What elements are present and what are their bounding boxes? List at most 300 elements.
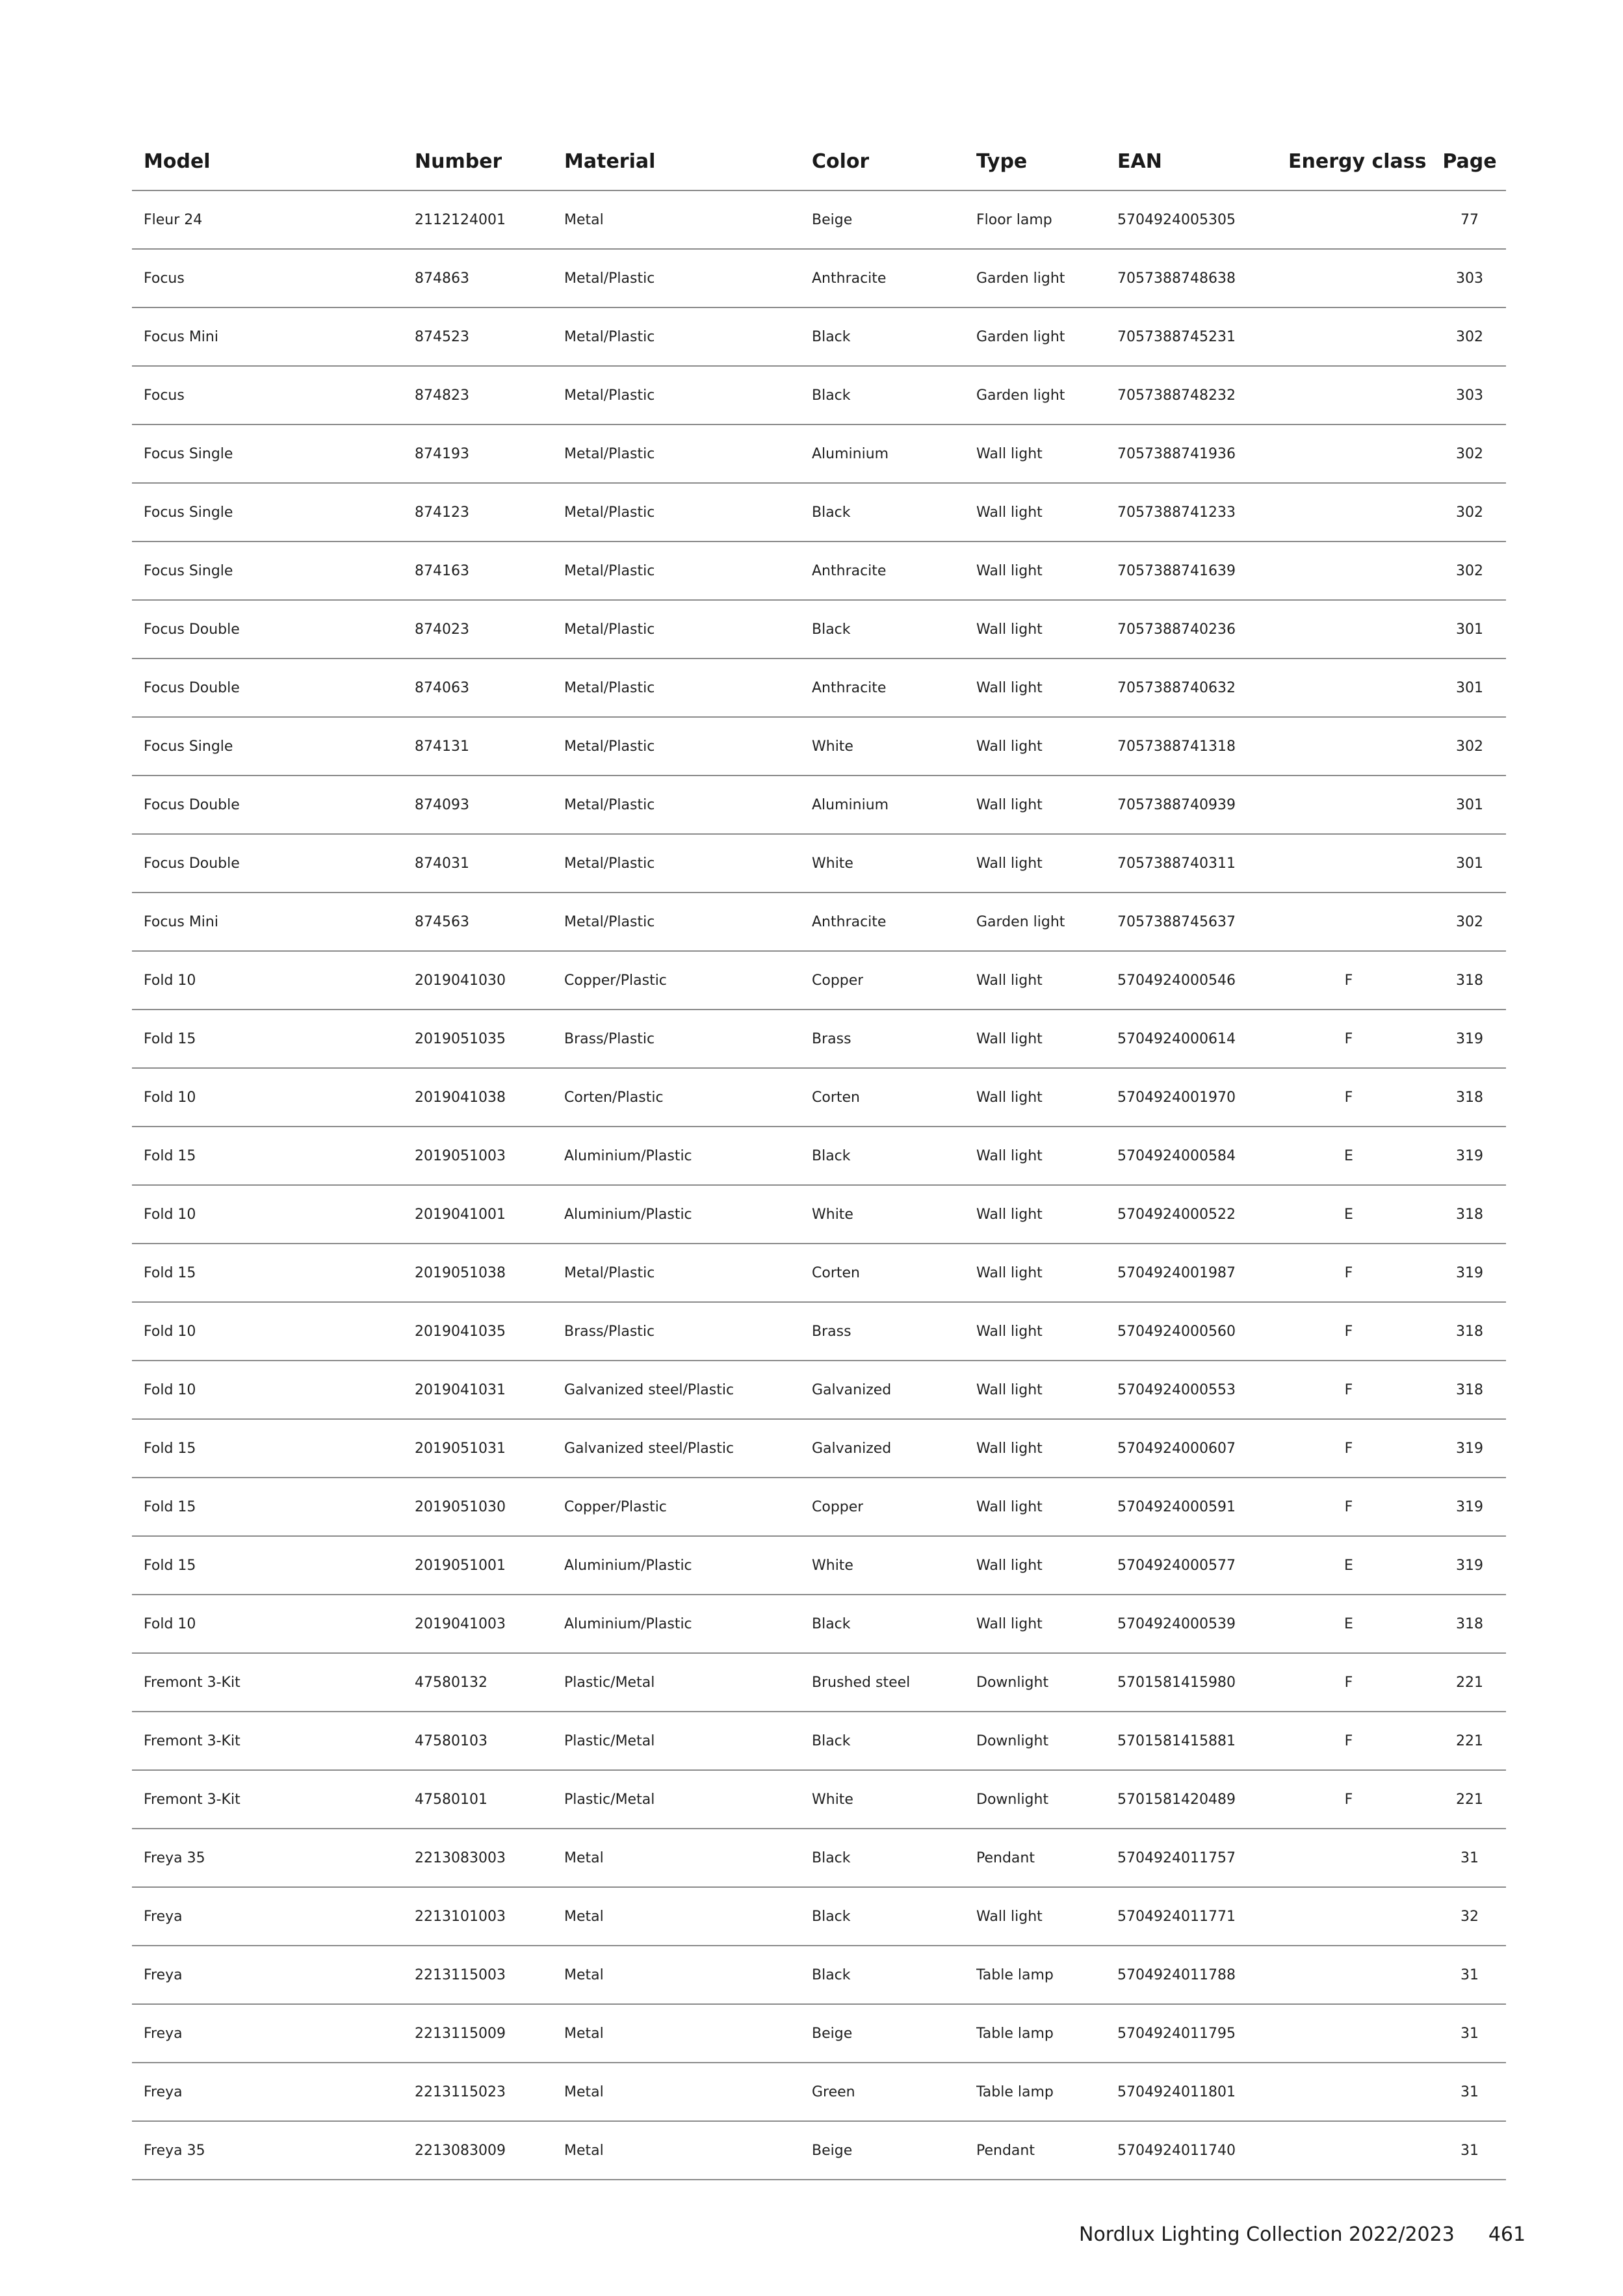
cell-color: Brushed steel xyxy=(812,1674,911,1691)
cell-number: 874523 xyxy=(415,328,469,345)
cell-type: Downlight xyxy=(976,1791,1049,1808)
cell-ean: 5704924011771 xyxy=(1117,1908,1236,1925)
cell-type: Floor lamp xyxy=(976,211,1052,228)
cell-energy-class: E xyxy=(1344,1206,1353,1223)
cell-ean: 5704924000539 xyxy=(1117,1615,1236,1632)
cell-material: Metal/Plastic xyxy=(564,738,655,755)
cell-material: Metal/Plastic xyxy=(564,1264,655,1281)
cell-model: Focus Single xyxy=(144,504,233,521)
cell-model: Fold 10 xyxy=(144,1206,196,1223)
table-row xyxy=(132,1244,1506,1303)
cell-model: Focus Single xyxy=(144,445,233,462)
cell-model: Focus Double xyxy=(144,855,240,872)
cell-energy-class: F xyxy=(1344,1440,1353,1457)
table-row xyxy=(132,893,1506,952)
cell-material: Metal xyxy=(564,1966,604,1983)
cell-ean: 5704924000546 xyxy=(1117,972,1236,989)
table-row xyxy=(132,1069,1506,1127)
cell-ean: 7057388741318 xyxy=(1117,738,1236,755)
cell-color: White xyxy=(812,1206,853,1223)
cell-model: Freya 35 xyxy=(144,1849,205,1866)
cell-ean: 5704924000553 xyxy=(1117,1381,1236,1398)
cell-type: Wall light xyxy=(976,972,1043,989)
cell-model: Focus Mini xyxy=(144,328,218,345)
table-row xyxy=(132,542,1506,601)
cell-color: Corten xyxy=(812,1264,860,1281)
cell-ean: 5704924011788 xyxy=(1117,1966,1236,1983)
cell-energy-class: F xyxy=(1344,1498,1353,1515)
cell-type: Garden light xyxy=(976,913,1065,930)
cell-number: 2213115023 xyxy=(415,2083,506,2100)
cell-ean: 5704924001987 xyxy=(1117,1264,1236,1281)
cell-color: White xyxy=(812,1791,853,1808)
cell-ean: 5701581420489 xyxy=(1117,1791,1236,1808)
cell-number: 874023 xyxy=(415,621,469,638)
cell-number: 2213083009 xyxy=(415,2142,506,2159)
cell-model: Fremont 3-Kit xyxy=(144,1791,240,1808)
cell-type: Downlight xyxy=(976,1732,1049,1749)
cell-number: 874863 xyxy=(415,270,469,287)
cell-color: Black xyxy=(812,1732,851,1749)
table-row xyxy=(132,718,1506,776)
cell-number: 2213083003 xyxy=(415,1849,506,1866)
cell-type: Wall light xyxy=(976,1498,1043,1515)
cell-color: Aluminium xyxy=(812,796,889,813)
cell-page: 302 xyxy=(1456,562,1483,579)
cell-color: White xyxy=(812,1557,853,1574)
cell-model: Fold 10 xyxy=(144,1089,196,1106)
cell-color: Black xyxy=(812,1908,851,1925)
header-number: Number xyxy=(415,150,502,173)
cell-ean: 5704924001970 xyxy=(1117,1089,1236,1106)
cell-type: Garden light xyxy=(976,270,1065,287)
cell-page: 301 xyxy=(1456,796,1483,813)
page-footer xyxy=(1079,2223,1526,2246)
cell-number: 2213115003 xyxy=(415,1966,506,1983)
cell-ean: 5704924000591 xyxy=(1117,1498,1236,1515)
cell-page: 318 xyxy=(1456,1206,1483,1223)
cell-ean: 5704924000614 xyxy=(1117,1030,1236,1047)
cell-color: Aluminium xyxy=(812,445,889,462)
cell-page: 302 xyxy=(1456,504,1483,521)
cell-page: 302 xyxy=(1456,328,1483,345)
table-row xyxy=(132,1303,1506,1361)
cell-type: Wall light xyxy=(976,855,1043,872)
cell-material: Metal/Plastic xyxy=(564,270,655,287)
cell-model: Focus xyxy=(144,270,185,287)
cell-color: Copper xyxy=(812,972,864,989)
cell-number: 2019051003 xyxy=(415,1147,506,1164)
cell-type: Garden light xyxy=(976,387,1065,404)
table-row xyxy=(132,1186,1506,1244)
cell-page: 319 xyxy=(1456,1147,1483,1164)
cell-color: Black xyxy=(812,1147,851,1164)
cell-page: 319 xyxy=(1456,1030,1483,1047)
table-row xyxy=(132,952,1506,1010)
cell-material: Aluminium/Plastic xyxy=(564,1147,692,1164)
cell-material: Metal xyxy=(564,211,604,228)
header-color: Color xyxy=(812,150,870,173)
table-row xyxy=(132,1127,1506,1186)
table-row xyxy=(132,2063,1506,2122)
table-row xyxy=(132,1771,1506,1829)
product-table xyxy=(132,133,1506,2180)
cell-model: Focus Double xyxy=(144,679,240,696)
cell-page: 31 xyxy=(1461,2142,1479,2159)
cell-page: 31 xyxy=(1461,1849,1479,1866)
cell-type: Wall light xyxy=(976,1264,1043,1281)
cell-model: Focus xyxy=(144,387,185,404)
cell-number: 2019051035 xyxy=(415,1030,506,1047)
cell-material: Aluminium/Plastic xyxy=(564,1206,692,1223)
table-row xyxy=(132,776,1506,835)
cell-ean: 7057388740236 xyxy=(1117,621,1236,638)
cell-model: Fold 10 xyxy=(144,1381,196,1398)
cell-page: 302 xyxy=(1456,445,1483,462)
cell-ean: 7057388741233 xyxy=(1117,504,1236,521)
cell-number: 874031 xyxy=(415,855,469,872)
cell-page: 301 xyxy=(1456,855,1483,872)
cell-energy-class: F xyxy=(1344,1732,1353,1749)
cell-ean: 7057388745637 xyxy=(1117,913,1236,930)
cell-ean: 5701581415980 xyxy=(1117,1674,1236,1691)
cell-page: 318 xyxy=(1456,1381,1483,1398)
table-row xyxy=(132,1361,1506,1420)
cell-model: Fold 10 xyxy=(144,1323,196,1340)
cell-page: 301 xyxy=(1456,679,1483,696)
cell-material: Metal/Plastic xyxy=(564,562,655,579)
cell-energy-class: E xyxy=(1344,1557,1353,1574)
cell-color: Anthracite xyxy=(812,562,887,579)
cell-page: 303 xyxy=(1456,387,1483,404)
table-row xyxy=(132,1946,1506,2005)
cell-color: Corten xyxy=(812,1089,860,1106)
cell-model: Freya xyxy=(144,2083,183,2100)
cell-number: 874093 xyxy=(415,796,469,813)
table-row xyxy=(132,425,1506,484)
cell-color: Copper xyxy=(812,1498,864,1515)
cell-energy-class: F xyxy=(1344,1089,1353,1106)
cell-color: Anthracite xyxy=(812,270,887,287)
cell-model: Fleur 24 xyxy=(144,211,203,228)
cell-material: Aluminium/Plastic xyxy=(564,1615,692,1632)
cell-ean: 7057388740939 xyxy=(1117,796,1236,813)
cell-ean: 5704924000522 xyxy=(1117,1206,1236,1223)
cell-material: Metal/Plastic xyxy=(564,913,655,930)
cell-energy-class: F xyxy=(1344,1030,1353,1047)
cell-model: Fold 10 xyxy=(144,972,196,989)
cell-type: Pendant xyxy=(976,2142,1035,2159)
table-header-row xyxy=(132,133,1506,191)
cell-color: Brass xyxy=(812,1030,851,1047)
cell-material: Brass/Plastic xyxy=(564,1323,655,1340)
header-energy-class: Energy class xyxy=(1288,150,1426,173)
table-row xyxy=(132,1537,1506,1595)
cell-page: 221 xyxy=(1456,1674,1483,1691)
table-row xyxy=(132,1010,1506,1069)
cell-number: 2019041001 xyxy=(415,1206,506,1223)
cell-number: 874131 xyxy=(415,738,469,755)
cell-type: Wall light xyxy=(976,1030,1043,1047)
cell-ean: 5704924000577 xyxy=(1117,1557,1236,1574)
cell-color: Brass xyxy=(812,1323,851,1340)
cell-type: Wall light xyxy=(976,1557,1043,1574)
cell-energy-class: F xyxy=(1344,1791,1353,1808)
cell-type: Wall light xyxy=(976,504,1043,521)
cell-type: Wall light xyxy=(976,679,1043,696)
cell-color: Galvanized xyxy=(812,1440,892,1457)
cell-type: Pendant xyxy=(976,1849,1035,1866)
cell-material: Metal/Plastic xyxy=(564,328,655,345)
cell-number: 2019051030 xyxy=(415,1498,506,1515)
cell-material: Metal/Plastic xyxy=(564,504,655,521)
cell-energy-class: F xyxy=(1344,972,1353,989)
cell-type: Wall light xyxy=(976,1381,1043,1398)
cell-ean: 5704924011757 xyxy=(1117,1849,1236,1866)
cell-color: Black xyxy=(812,621,851,638)
cell-number: 47580103 xyxy=(415,1732,487,1749)
cell-material: Brass/Plastic xyxy=(564,1030,655,1047)
cell-material: Metal xyxy=(564,2025,604,2042)
cell-page: 318 xyxy=(1456,1323,1483,1340)
cell-number: 2112124001 xyxy=(415,211,506,228)
cell-page: 31 xyxy=(1461,2083,1479,2100)
table-body xyxy=(132,191,1506,2180)
cell-page: 31 xyxy=(1461,1966,1479,1983)
cell-energy-class: F xyxy=(1344,1674,1353,1691)
cell-ean: 5704924011795 xyxy=(1117,2025,1236,2042)
cell-model: Freya xyxy=(144,1908,183,1925)
cell-material: Metal/Plastic xyxy=(564,621,655,638)
cell-ean: 7057388741936 xyxy=(1117,445,1236,462)
table-row xyxy=(132,1420,1506,1478)
cell-model: Focus Mini xyxy=(144,913,218,930)
table-row xyxy=(132,250,1506,308)
cell-page: 303 xyxy=(1456,270,1483,287)
cell-color: Black xyxy=(812,387,851,404)
cell-number: 874163 xyxy=(415,562,469,579)
cell-number: 2019041030 xyxy=(415,972,506,989)
cell-model: Fold 15 xyxy=(144,1264,196,1281)
cell-ean: 5704924000607 xyxy=(1117,1440,1236,1457)
cell-color: Anthracite xyxy=(812,679,887,696)
cell-material: Metal xyxy=(564,2142,604,2159)
cell-ean: 7057388741639 xyxy=(1117,562,1236,579)
cell-type: Wall light xyxy=(976,562,1043,579)
cell-model: Freya xyxy=(144,1966,183,1983)
header-page: Page xyxy=(1442,150,1497,173)
cell-material: Metal/Plastic xyxy=(564,796,655,813)
table-row xyxy=(132,1829,1506,1888)
cell-material: Galvanized steel/Plastic xyxy=(564,1440,734,1457)
cell-model: Fold 15 xyxy=(144,1440,196,1457)
cell-page: 77 xyxy=(1461,211,1479,228)
cell-material: Plastic/Metal xyxy=(564,1732,655,1749)
cell-material: Plastic/Metal xyxy=(564,1791,655,1808)
cell-model: Fold 15 xyxy=(144,1557,196,1574)
cell-material: Metal xyxy=(564,1908,604,1925)
table-row xyxy=(132,835,1506,893)
cell-type: Wall light xyxy=(976,1615,1043,1632)
cell-page: 319 xyxy=(1456,1440,1483,1457)
cell-energy-class: F xyxy=(1344,1381,1353,1398)
cell-color: Green xyxy=(812,2083,855,2100)
cell-model: Focus Double xyxy=(144,796,240,813)
cell-number: 2019041031 xyxy=(415,1381,506,1398)
cell-energy-class: E xyxy=(1344,1147,1353,1164)
cell-model: Fold 15 xyxy=(144,1030,196,1047)
cell-model: Focus Double xyxy=(144,621,240,638)
cell-color: Galvanized xyxy=(812,1381,892,1398)
cell-model: Fold 15 xyxy=(144,1498,196,1515)
cell-page: 221 xyxy=(1456,1791,1483,1808)
cell-material: Metal xyxy=(564,1849,604,1866)
cell-material: Copper/Plastic xyxy=(564,972,667,989)
cell-type: Garden light xyxy=(976,328,1065,345)
cell-page: 32 xyxy=(1461,1908,1479,1925)
cell-page: 319 xyxy=(1456,1498,1483,1515)
cell-ean: 5701581415881 xyxy=(1117,1732,1236,1749)
cell-number: 47580101 xyxy=(415,1791,487,1808)
table-row xyxy=(132,1888,1506,1946)
table-row xyxy=(132,484,1506,542)
cell-model: Focus Single xyxy=(144,738,233,755)
cell-model: Freya xyxy=(144,2025,183,2042)
cell-number: 2019041035 xyxy=(415,1323,506,1340)
cell-color: Beige xyxy=(812,2142,853,2159)
cell-material: Copper/Plastic xyxy=(564,1498,667,1515)
table-row xyxy=(132,2005,1506,2063)
cell-color: Beige xyxy=(812,2025,853,2042)
header-model: Model xyxy=(144,150,211,173)
cell-page: 318 xyxy=(1456,972,1483,989)
cell-material: Plastic/Metal xyxy=(564,1674,655,1691)
cell-ean: 5704924000584 xyxy=(1117,1147,1236,1164)
cell-type: Wall light xyxy=(976,1908,1043,1925)
cell-material: Metal/Plastic xyxy=(564,445,655,462)
cell-page: 302 xyxy=(1456,913,1483,930)
cell-model: Fold 10 xyxy=(144,1615,196,1632)
cell-number: 47580132 xyxy=(415,1674,487,1691)
table-row xyxy=(132,191,1506,250)
cell-number: 874193 xyxy=(415,445,469,462)
cell-ean: 7057388748638 xyxy=(1117,270,1236,287)
cell-type: Wall light xyxy=(976,1147,1043,1164)
cell-type: Wall light xyxy=(976,1089,1043,1106)
cell-type: Wall light xyxy=(976,1206,1043,1223)
cell-number: 2213101003 xyxy=(415,1908,506,1925)
cell-type: Wall light xyxy=(976,796,1043,813)
cell-page: 301 xyxy=(1456,621,1483,638)
header-material: Material xyxy=(564,150,656,173)
table-row xyxy=(132,2122,1506,2180)
cell-model: Focus Single xyxy=(144,562,233,579)
cell-color: Black xyxy=(812,1849,851,1866)
table-row xyxy=(132,1478,1506,1537)
table-row xyxy=(132,367,1506,425)
table-row xyxy=(132,659,1506,718)
cell-ean: 7057388748232 xyxy=(1117,387,1236,404)
cell-energy-class: F xyxy=(1344,1323,1353,1340)
cell-number: 2019051031 xyxy=(415,1440,506,1457)
cell-type: Table lamp xyxy=(976,2025,1054,2042)
header-type: Type xyxy=(976,150,1028,173)
table-row xyxy=(132,1712,1506,1771)
cell-energy-class: E xyxy=(1344,1615,1353,1632)
footer-page-number: 461 xyxy=(1488,2223,1526,2246)
cell-page: 319 xyxy=(1456,1264,1483,1281)
cell-type: Downlight xyxy=(976,1674,1049,1691)
cell-material: Metal/Plastic xyxy=(564,855,655,872)
cell-number: 2019051001 xyxy=(415,1557,506,1574)
cell-number: 874823 xyxy=(415,387,469,404)
cell-type: Table lamp xyxy=(976,1966,1054,1983)
cell-page: 221 xyxy=(1456,1732,1483,1749)
table-row xyxy=(132,601,1506,659)
footer-title: Nordlux Lighting Collection 2022/2023 xyxy=(1079,2223,1455,2246)
cell-material: Metal/Plastic xyxy=(564,679,655,696)
cell-ean: 7057388745231 xyxy=(1117,328,1236,345)
cell-type: Table lamp xyxy=(976,2083,1054,2100)
cell-page: 319 xyxy=(1456,1557,1483,1574)
cell-number: 2019051038 xyxy=(415,1264,506,1281)
cell-type: Wall light xyxy=(976,621,1043,638)
cell-model: Fold 15 xyxy=(144,1147,196,1164)
cell-type: Wall light xyxy=(976,1440,1043,1457)
table-row xyxy=(132,1654,1506,1712)
cell-type: Wall light xyxy=(976,445,1043,462)
cell-ean: 5704924000560 xyxy=(1117,1323,1236,1340)
cell-number: 2213115009 xyxy=(415,2025,506,2042)
cell-number: 874063 xyxy=(415,679,469,696)
cell-color: Black xyxy=(812,1615,851,1632)
cell-material: Metal xyxy=(564,2083,604,2100)
header-ean: EAN xyxy=(1117,150,1162,173)
cell-number: 2019041003 xyxy=(415,1615,506,1632)
cell-ean: 7057388740311 xyxy=(1117,855,1236,872)
table-row xyxy=(132,308,1506,367)
cell-material: Corten/Plastic xyxy=(564,1089,664,1106)
cell-model: Fremont 3-Kit xyxy=(144,1674,240,1691)
cell-energy-class: F xyxy=(1344,1264,1353,1281)
cell-ean: 7057388740632 xyxy=(1117,679,1236,696)
cell-color: Anthracite xyxy=(812,913,887,930)
cell-type: Wall light xyxy=(976,1323,1043,1340)
cell-color: Black xyxy=(812,504,851,521)
cell-material: Galvanized steel/Plastic xyxy=(564,1381,734,1398)
cell-ean: 5704924011740 xyxy=(1117,2142,1236,2159)
cell-type: Wall light xyxy=(976,738,1043,755)
cell-material: Aluminium/Plastic xyxy=(564,1557,692,1574)
cell-page: 318 xyxy=(1456,1089,1483,1106)
cell-page: 302 xyxy=(1456,738,1483,755)
cell-page: 318 xyxy=(1456,1615,1483,1632)
cell-number: 874563 xyxy=(415,913,469,930)
cell-ean: 5704924011801 xyxy=(1117,2083,1236,2100)
cell-color: Beige xyxy=(812,211,853,228)
table-row xyxy=(132,1595,1506,1654)
cell-model: Freya 35 xyxy=(144,2142,205,2159)
cell-ean: 5704924005305 xyxy=(1117,211,1236,228)
cell-color: Black xyxy=(812,1966,851,1983)
cell-color: Black xyxy=(812,328,851,345)
cell-model: Fremont 3-Kit xyxy=(144,1732,240,1749)
cell-color: White xyxy=(812,738,853,755)
cell-number: 2019041038 xyxy=(415,1089,506,1106)
cell-color: White xyxy=(812,855,853,872)
cell-page: 31 xyxy=(1461,2025,1479,2042)
cell-number: 874123 xyxy=(415,504,469,521)
